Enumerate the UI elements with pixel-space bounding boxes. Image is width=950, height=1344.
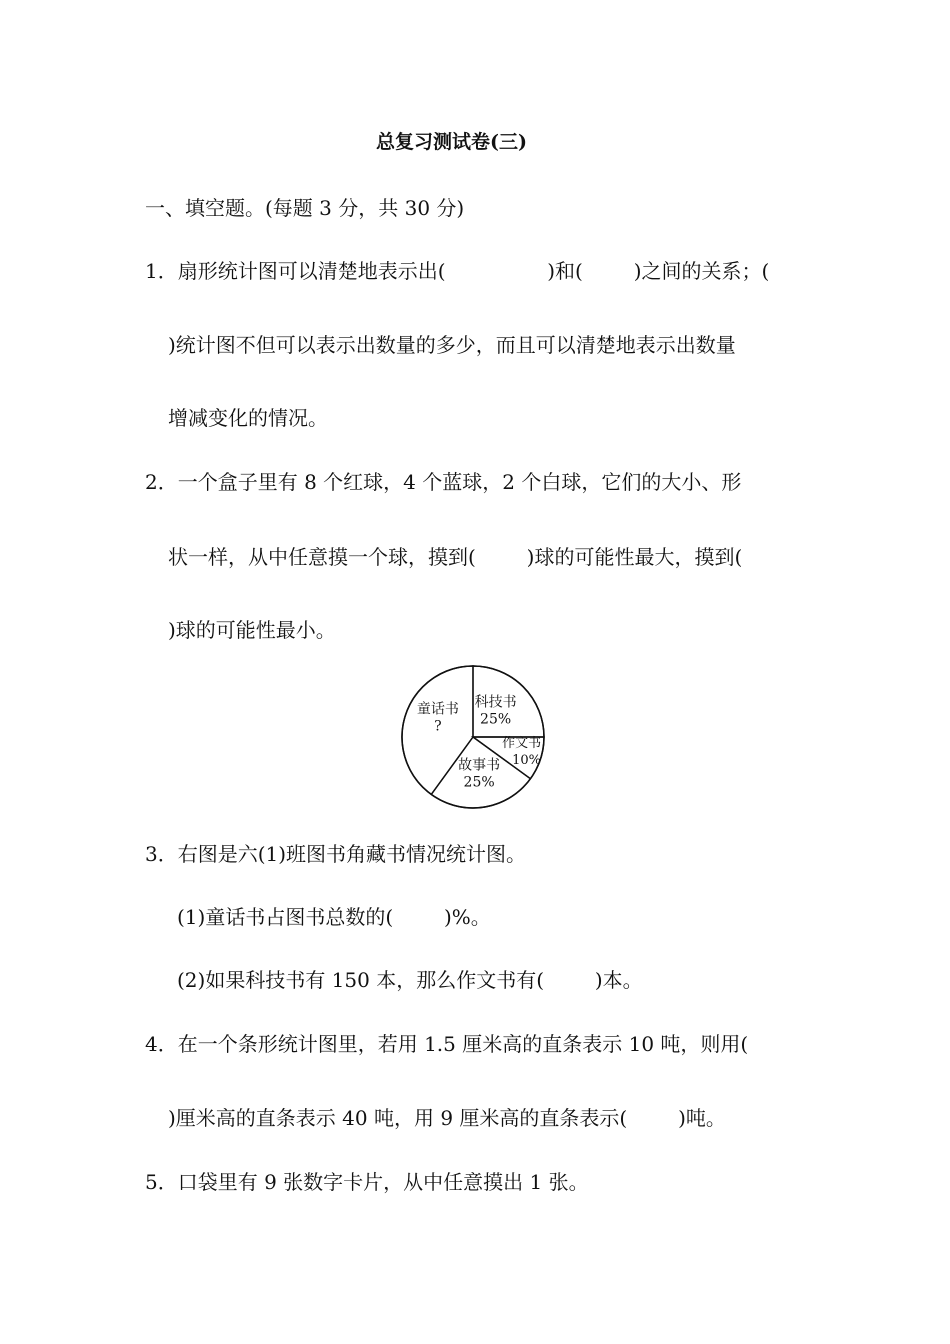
pie-label-2: 作文书: [502, 735, 542, 751]
pie-label-4: 童话书: [416, 701, 459, 718]
pie-value-3: 25%: [463, 774, 495, 791]
pie-value-1: 25%: [480, 711, 512, 728]
pie-value-2: 10%: [512, 752, 542, 768]
question-2-line-3: )球的可能性最小。: [168, 618, 336, 642]
question-1-line-3: 增减变化的情况。: [168, 406, 328, 430]
section-heading: 一、填空题。(每题 3 分，共 30 分): [145, 196, 465, 220]
pie-value-4: ?: [434, 718, 442, 735]
question-4-line-2: )厘米高的直条表示 40 吨，用 9 厘米高的直条表示( )吨。: [168, 1106, 726, 1130]
question-2-line-2: 状一样，从中任意摸一个球，摸到( )球的可能性最大，摸到(: [168, 545, 743, 569]
question-2-line-1: 2．一个盒子里有 8 个红球，4 个蓝球，2 个白球，它们的大小、形: [145, 470, 742, 494]
question-3-sub-1: (1)童话书占图书总数的( )%。: [177, 905, 491, 929]
question-4-line-1: 4．在一个条形统计图里，若用 1.5 厘米高的直条表示 10 吨，则用(: [145, 1032, 749, 1056]
question-1-line-2: )统计图不但可以表示出数量的多少，而且可以清楚地表示出数量: [168, 333, 736, 357]
pie-label-1: 科技书: [474, 694, 517, 711]
pie-label-3: 故事书: [458, 757, 501, 774]
question-1-line-1: 1．扇形统计图可以清楚地表示出( )和( )之间的关系；(: [145, 259, 770, 283]
question-5-line-1: 5．口袋里有 9 张数字卡片，从中任意摸出 1 张。: [145, 1170, 589, 1194]
question-3-sub-2: (2)如果科技书有 150 本，那么作文书有( )本。: [177, 968, 643, 992]
page-title: 总复习测试卷(三): [376, 131, 527, 153]
question-3-line-1: 3．右图是六(1)班图书角藏书情况统计图。: [145, 842, 527, 866]
